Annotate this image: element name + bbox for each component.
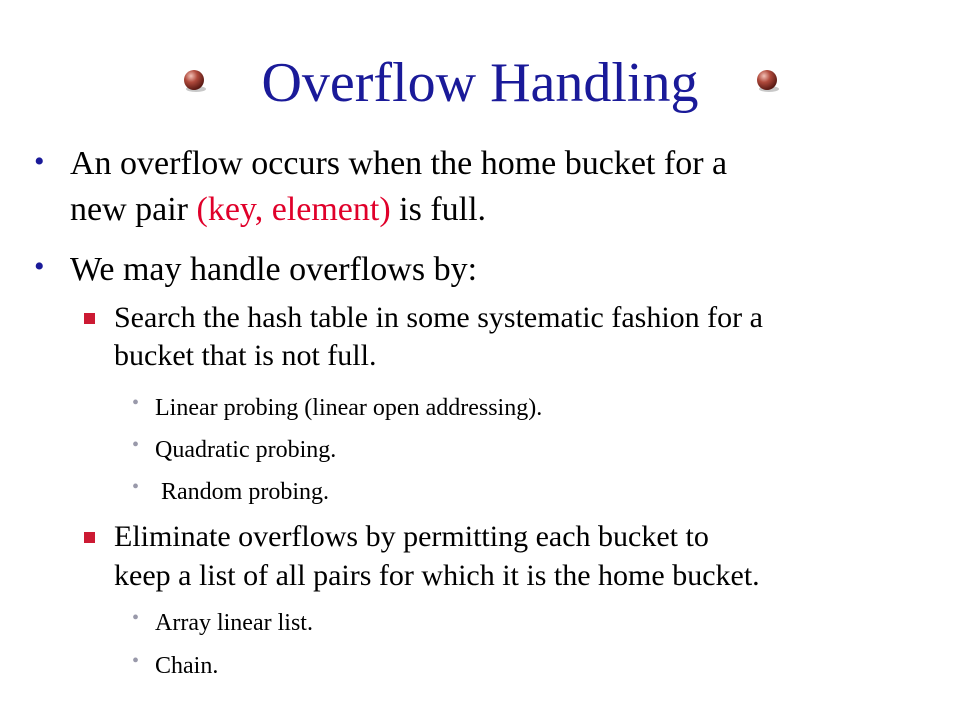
- sub-1-line-2: bucket that is not full.: [114, 339, 377, 372]
- orb-bullet-icon: [754, 68, 780, 94]
- title-row: [0, 40, 960, 130]
- sub-2-item: Chain.: [155, 653, 219, 679]
- bullet-dot-icon: •: [132, 607, 140, 629]
- square-bullet-icon: [84, 313, 95, 324]
- bullet-dot-icon: •: [132, 476, 140, 498]
- bullet-dot-icon: •: [132, 434, 140, 456]
- point-1-line-2: [70, 190, 486, 230]
- key-element-highlight: (key, element): [196, 191, 391, 228]
- bullet-dot-icon: •: [132, 392, 140, 414]
- square-bullet-icon: [84, 532, 95, 543]
- sub-1-item: Random probing.: [155, 479, 329, 505]
- sub-2-line-1: Eliminate overflows by permitting each bucket to: [114, 520, 709, 553]
- sub-1-line-1: Search the hash table in some systematic fashion for a: [114, 301, 763, 334]
- bullet-dot-icon: •: [132, 650, 140, 672]
- slide-title: Overflow Handling: [261, 52, 699, 114]
- sub-1-item: Quadratic probing.: [155, 437, 337, 463]
- point-1-text-end: is full.: [390, 191, 487, 228]
- point-2: We may handle overflows by:: [70, 251, 478, 288]
- sub-2-item: Array linear list.: [155, 610, 313, 636]
- sub-2-line-2: keep a list of all pairs for which it is the home bucket.: [114, 559, 760, 592]
- point-1-text: new pair: [70, 191, 197, 228]
- bullet-dot-icon: •: [34, 145, 45, 178]
- point-1-line-1: An overflow occurs when the home bucket for a: [70, 145, 728, 182]
- sub-1-item: Linear probing (linear open addressing).: [155, 395, 543, 421]
- bullet-dot-icon: •: [34, 250, 45, 283]
